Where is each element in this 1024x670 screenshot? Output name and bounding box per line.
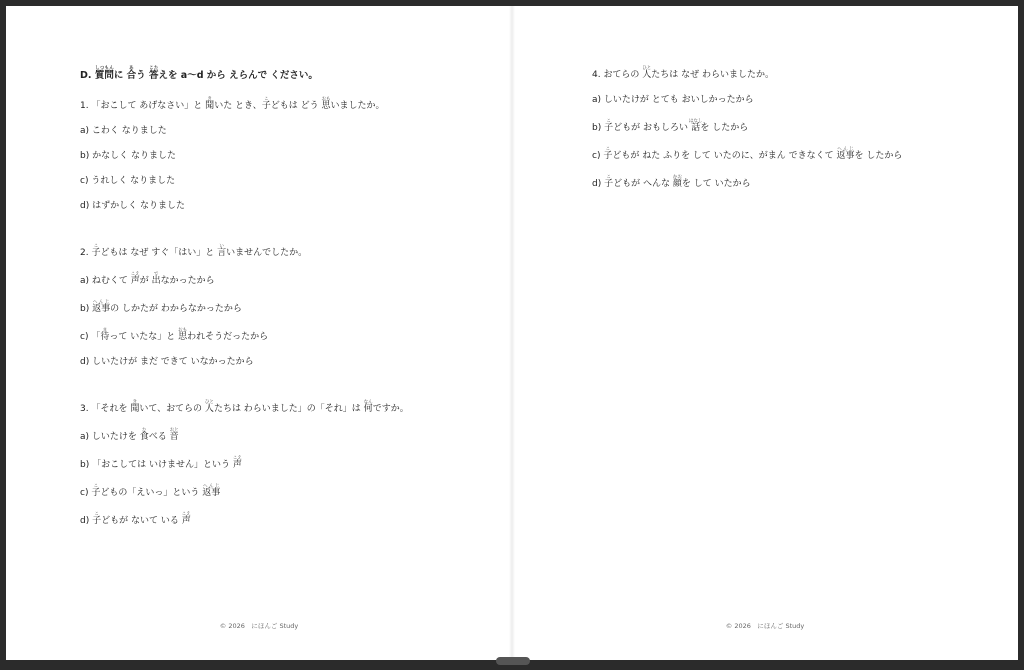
question-3-option-d: d) 子こどもが ないて いる 声こえ [80,512,191,526]
page-left-content [80,66,500,540]
question-1-option-a: a) こわく なりました [80,126,167,136]
question-1: 1. 「おこして あげなさい」と 聞きいた とき、子こどもは どう 思おもいましたか。 [80,97,385,111]
page-scroll-handle[interactable] [496,657,530,665]
section-title: D. 質問しつもんに 合あう 答こたえを a〜d から えらんで ください。 [80,66,318,81]
question-2-option-d: d) しいたけが まだ できて いなかったから [80,357,254,367]
footer-right: © 2026 にほんご Study [725,622,805,630]
question-2-option-c: c) 「待まって いたな」と 思おもわれそうだったから [80,328,269,342]
question-1-option-d: d) はずかしく なりました [80,201,185,211]
question-3: 3. 「それを 聞きいて、おてらの 人ひとたちは わらいました」の「それ」は 何なんですか。 [80,400,409,414]
question-4: 4. おてらの 人ひとたちは なぜ わらいましたか。 [592,66,774,80]
page-right-content [592,66,1012,203]
question-4-option-d: d) 子こどもが へんな 顔かおを して いたから [592,175,751,189]
question-1-option-b: b) かなしく なりました [80,151,176,161]
question-4-option-c: c) 子こどもが ねた ふりを して いたのに、がまん できなくて 返事へんじを したから [592,147,903,161]
question-3-option-b: b) 「おこしては いけません」という 声こえ [80,456,242,470]
page-right [512,6,1018,660]
question-2-option-b: b) 返事へんじの しかたが わからなかったから [80,300,242,314]
document-spread [6,6,1018,660]
question-4-option-b: b) 子こどもが おもしろい 話はなしを したから [592,119,749,133]
footer-left: © 2026 にほんご Study [219,622,299,630]
question-1-option-c: c) うれしく なりました [80,176,176,186]
question-2: 2. 子こどもは なぜ すぐ「はい」と 言いいませんでしたか。 [80,244,308,258]
question-3-option-c: c) 子こどもの「えいっ」という 返事へんじ [80,484,221,498]
question-3-option-a: a) しいたけを 食たべる 音おと [80,428,179,442]
question-2-option-a: a) ねむくて 声こえが 出でなかったから [80,272,215,286]
page-left [6,6,512,660]
question-4-option-a: a) しいたけが とても おいしかったから [592,95,754,105]
